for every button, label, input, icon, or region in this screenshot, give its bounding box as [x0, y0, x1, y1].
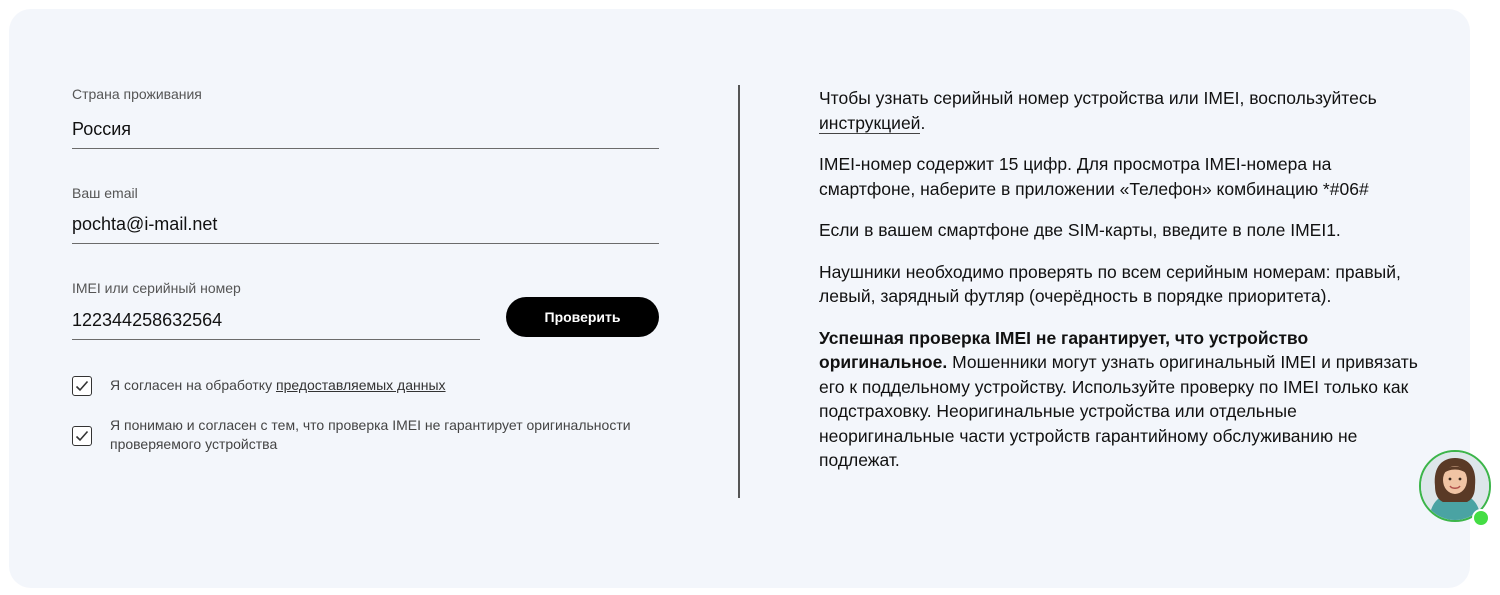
country-label: Страна проживания: [72, 86, 202, 102]
info-paragraph-warning: [819, 326, 1419, 473]
consent-imei-disclaimer: [72, 416, 650, 454]
instructions-link[interactable]: инструкцией: [819, 112, 921, 133]
consent-imei-checkbox[interactable]: [72, 426, 92, 446]
consent-data-processing: [72, 376, 650, 396]
provided-data-link[interactable]: предоставляемых данных: [275, 377, 446, 393]
warning-bold-text: Успешная проверка IMEI не гарантирует, что устройство оригинальное.: [819, 327, 1309, 372]
consent-data-text: Я согласен на обработку: [110, 377, 276, 393]
country-field[interactable]: [72, 86, 659, 149]
warning-text: Мошенники могут узнать оригинальный IMEI и привязать его к поддельному устройству. Используйте проверку по IMEI только как подстраховку. Неоригинальные устройства или отдельные неоригинальные части устройств гарантийному обслуживанию не подлежат.: [819, 352, 1418, 470]
imei-info-text: [819, 86, 1419, 490]
imei-input[interactable]: 122344258632564: [72, 309, 480, 340]
email-label: Ваш email: [72, 185, 138, 201]
imei-label: IMEI или серийный номер: [72, 280, 241, 296]
consent-data-checkbox[interactable]: [72, 376, 92, 396]
imei-field[interactable]: [72, 280, 480, 340]
info-paragraph-dual-sim: Если в вашем смартфоне две SIM-карты, введите в поле IMEI1.: [819, 220, 1341, 240]
checkmark-icon: [75, 430, 89, 442]
check-button[interactable]: Проверить: [506, 297, 659, 337]
checkmark-icon: [75, 380, 89, 392]
column-divider: [738, 85, 740, 498]
info-paragraph-imei-digits: IMEI-номер содержит 15 цифр. Для просмотра IMEI-номера на смартфоне, наберите в приложении «Телефон» комбинацию *#06#: [819, 154, 1369, 199]
online-status-indicator: [1472, 509, 1490, 527]
info-paragraph-instructions: Чтобы узнать серийный номер устройства или IMEI, воспользуйтесь инструкцией.: [819, 88, 1377, 133]
info-paragraph-headphones: Наушники необходимо проверять по всем серийным номерам: правый, левый, зарядный футляр (очерёдность в порядке приоритета).: [819, 261, 1401, 306]
country-select[interactable]: Россия: [72, 118, 659, 149]
email-input[interactable]: pochta@i-mail.net: [72, 213, 659, 244]
email-field[interactable]: [72, 185, 659, 244]
consent-imei-text: Я понимаю и согласен с тем, что проверка IMEI не гарантирует оригинальности проверяемого устройства: [110, 417, 631, 452]
